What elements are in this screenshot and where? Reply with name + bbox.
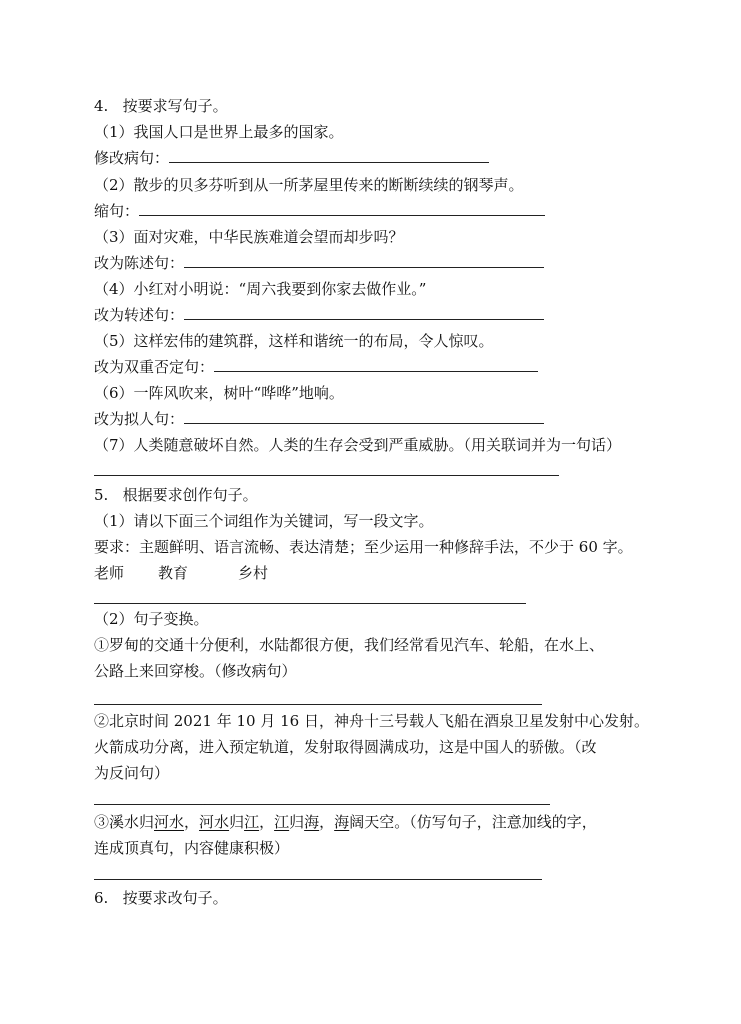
q5-b-answer-line[interactable] (94, 804, 550, 805)
q4-s7-answer-line[interactable] (94, 475, 559, 476)
q5-title: 5. 根据要求创作句子。 (94, 486, 258, 504)
q4-s1-prompt: 修改病句： (94, 149, 170, 167)
q6-title: 6. 按要求改句子。 (94, 889, 228, 907)
q5-c-underlined-word: 海 (334, 813, 350, 831)
q4-s6: （6）一阵风吹来，树叶“哗哗”地响。 (94, 384, 344, 402)
q5-c-text: ③溪水归 (94, 813, 155, 831)
keyword-education: 教育 (158, 564, 189, 582)
q4-s5-answer-blank[interactable] (214, 357, 538, 372)
q4-s6-prompt: 改为拟人句： (94, 410, 185, 428)
q4-title: 4. 按要求写句子。 (94, 97, 228, 115)
q5-c-text: 归 (289, 813, 305, 831)
q4-s4: （4）小红对小明说：“周六我要到你家去做作业。” (94, 280, 427, 298)
q5-c-underlined-word: 河水 (154, 813, 185, 831)
q5-c-text: ， (319, 813, 335, 831)
q4-s2-prompt: 缩句： (94, 202, 140, 220)
q4-s4-answer-row (94, 305, 544, 325)
q4-s6-answer-blank[interactable] (184, 409, 544, 424)
q4-s2: （2）散步的贝多芬听到从一所茅屋里传来的断断续续的钢琴声。 (94, 176, 524, 194)
q4-s2-answer-blank[interactable] (139, 201, 545, 216)
q4-s7: （7）人类随意破坏自然。人类的生存会受到严重威胁。（用关联词并为一句话） (94, 436, 622, 454)
q5-p1: （1）请以下面三个词组作为关键词，写一段文字。 (94, 512, 434, 530)
q5-c-text: ， (184, 813, 200, 831)
q4-s6-answer-row (94, 409, 544, 429)
q5-requirements: 要求：主题鲜明、语言流畅、表达清楚；至少运用一种修辞手法，不少于 60 字。 (94, 538, 633, 556)
q4-s5: （5）这样宏伟的建筑群，这样和谐统一的布局，令人惊叹。 (94, 332, 494, 350)
q5-a-answer-line[interactable] (94, 704, 542, 705)
q5-p1-answer-line[interactable] (94, 603, 526, 604)
q4-s5-answer-row (94, 357, 538, 377)
q4-s2-answer-row (94, 201, 545, 221)
q5-c-answer-line[interactable] (94, 879, 542, 880)
q4-s1-answer-row (94, 148, 489, 168)
q4-s1: （1）我国人口是世界上最多的国家。 (94, 123, 344, 141)
q5-c-text: ， (259, 813, 275, 831)
keyword-village: 乡村 (238, 564, 269, 582)
q4-s3-answer-blank[interactable] (184, 253, 544, 268)
keyword-teacher: 老师 (94, 564, 125, 582)
q5-c-underlined-word: 江 (244, 813, 260, 831)
q5-b-line3: 为反问句） (94, 764, 170, 782)
q5-c-text: 阔天空。（仿写句子，注意加线的字， (349, 813, 597, 831)
q5-a-line1: ①罗甸的交通十分便利，水陆都很方便，我们经常看见汽车、轮船，在水上、 (94, 636, 605, 654)
q5-c-underlined-word: 江 (274, 813, 290, 831)
q5-c-line2: 连成顶真句，内容健康积极） (94, 839, 290, 857)
q5-b-line2: 火箭成功分离，进入预定轨道，发射取得圆满成功，这是中国人的骄傲。（改 (94, 738, 597, 756)
q4-s3-prompt: 改为陈述句： (94, 254, 185, 272)
q4-s1-answer-blank[interactable] (169, 148, 489, 163)
q4-s3-answer-row (94, 253, 544, 273)
q4-s5-prompt: 改为双重否定句： (94, 358, 215, 376)
q5-p2: （2）句子变换。 (94, 610, 209, 628)
q5-b-line1: ②北京时间 2021 年 10 月 16 日，神舟十三号载人飞船在酒泉卫星发射中心发射。 (94, 712, 649, 730)
q4-s4-prompt: 改为转述句： (94, 306, 185, 324)
q5-a-line2: 公路上来回穿梭。（修改病句） (94, 662, 297, 680)
q5-keywords (94, 563, 268, 583)
q5-c-line1 (94, 812, 597, 832)
q5-c-underlined-word: 河水 (199, 813, 230, 831)
q4-s3: （3）面对灾难，中华民族难道会望而却步吗？ (94, 228, 404, 246)
q4-s4-answer-blank[interactable] (184, 305, 544, 320)
q5-c-text: 归 (229, 813, 245, 831)
q5-c-underlined-word: 海 (304, 813, 320, 831)
